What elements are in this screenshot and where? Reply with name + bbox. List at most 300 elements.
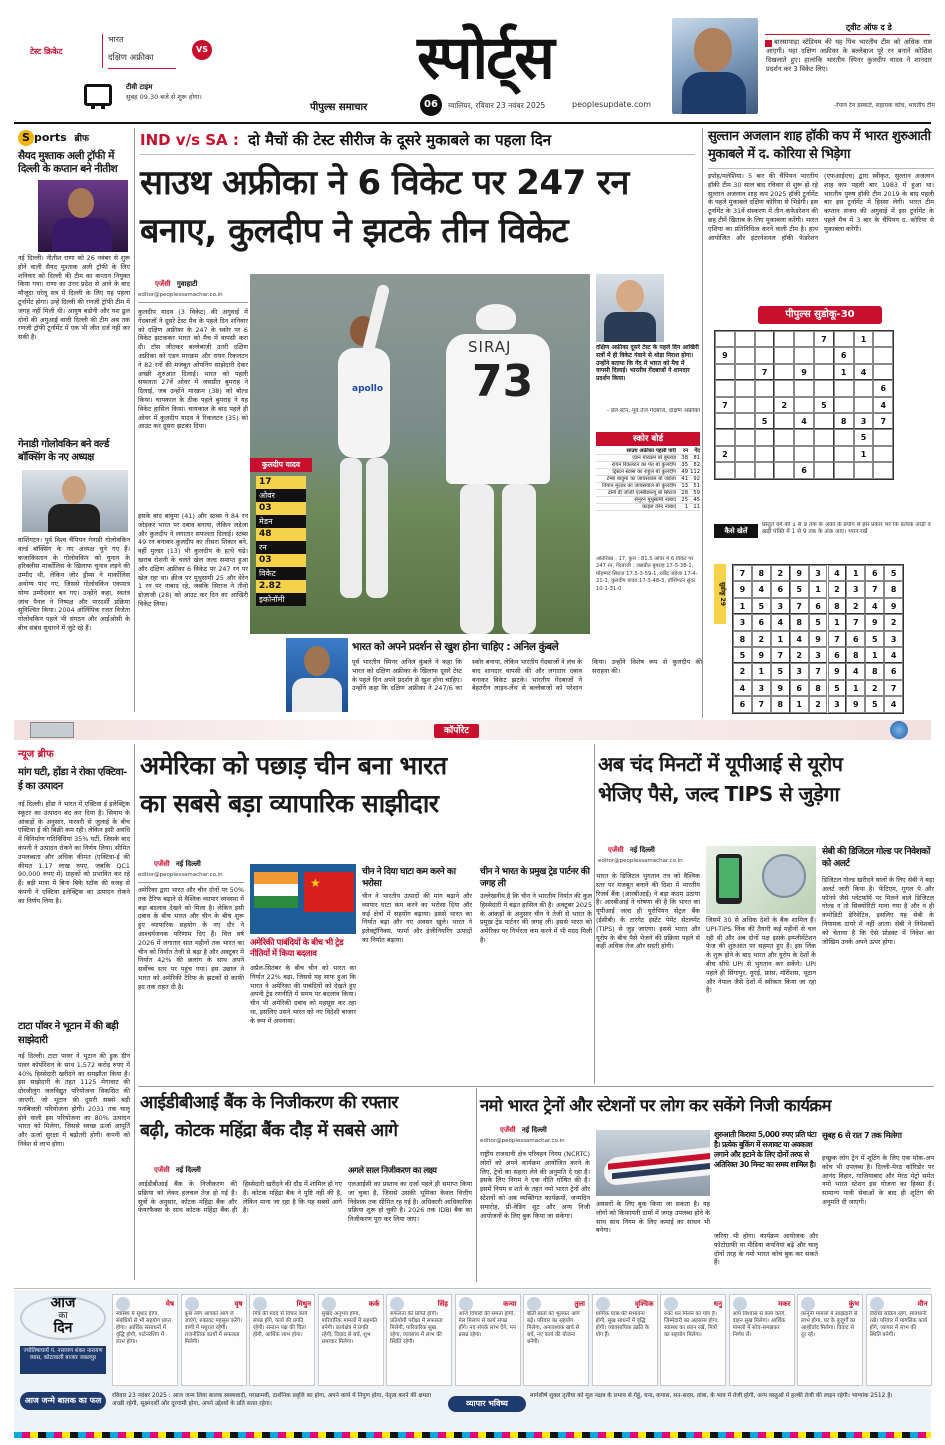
hockey-text: इपोह/मलेशिया। 5 बार की चैंपियन भारतीय हॉकी टीम 30 साल बाद रविवार से शुरू हो रहे सुल्तान अजलान शाह कप 2025 हॉकी टूर्नामेंट के पहले मुकाबले दक्षिण कोरिया से भिड़ेगी। इस टूर्नामेंट के 31वें संस्करण में तीन कंफेडरेशन की छह टीमें खिताब के लिए मुकाबला करेंगी। भारत एशिया का प्रतिनिधित्व करने वाली टीम है। हाथ आयोजित और इंटरनेशनल हॉकी फेडरेशन (एफआईएच) द्वारा स्वीकृत, सुल्तान अजलान शाह कप पहली बार 1983 में हुआ था। भारतीय पुरुष हॉकी टीम 2019 के बाद पहली बार इस टूर्नामेंट में हिस्सा लेगी। भारत टीम कप्तान संजय की अगुवाई में इस टूर्नामेंट के पहले मैच में 3 बार के चैंपियन द. कोरिया से मुकाबला करेगी। <box>708 172 934 242</box>
namo-body-2: अवसरों के लिए बुक किया जा सकता है। यह लोगों को किफायती दामों में जगह उपलब्ध होने के साथ साथ निगम के लिए कमाई का साधन भी बनेगा। <box>596 1200 710 1235</box>
zodiac-sign <box>660 1294 726 1386</box>
kumble-photo <box>286 638 348 712</box>
idbi-city: नई दिल्ली <box>175 1166 201 1174</box>
corporate-label: कॉर्पोरेट <box>434 724 479 738</box>
horoscope-title-3: दिन <box>53 1320 73 1336</box>
scoreboard-row: टोनी डी जोर्जी एलबीडब्ल्यू बो सिराज 28 59 <box>596 490 700 497</box>
sudoku-cell <box>794 429 814 445</box>
idbi-body-2: एलआईसी का प्रस्ताव का दर्जा पहले ही समाप्त किया जा चुका है, जिससे उसकी भूमिका केवल वित्तीय निवेशक तक सीमित रह गई है। अधिकारी आधिकारिक प्रक्रिया शुरू हो चुकी है। 2026 तक IDBI बैंक का निजीकरण पूरा कर लिया जाए। <box>348 1180 472 1224</box>
sebi-text: डिजिटल गोल्ड खरीदने वालों के लिए सेबी ने बड़ा अलर्ट जारी किया है। फेटिएम, गूगल पे और फोनपे जैसे प्लेटफॉर्म पर मिलने वाले डिजिटल गोल्ड न तो सिक्योरिटी माना गया है और न ही कमोडिटी डेरिवेटिव, इसलिए यह सेबी के नियामक दायरे में नहीं आता। सेबी ने निवेशकों को चेताया है कि ऐसे प्रोडक्ट में निवेश का जोखिम उनके अपने ऊपर होगा। <box>822 876 934 946</box>
answer-cell: 7 <box>865 581 884 597</box>
sudoku-cell <box>755 331 775 347</box>
horoscope-title-2: का <box>58 1311 68 1321</box>
zodiac-text: धार्मिक यात्रा की संभावना होगी, सुख साधनों में वृद्धि होगी। व्यावसायिक उन्नति के योग हैं। <box>595 1311 650 1338</box>
answer-cell: 2 <box>809 696 828 712</box>
answer-cell: 3 <box>809 647 828 663</box>
answer-cell: 1 <box>771 631 790 647</box>
sudoku-cell <box>774 347 794 363</box>
zodiac-name: कर्क <box>368 1300 380 1308</box>
answer-cell: 9 <box>752 647 771 663</box>
honda-headline: मांग घटी, होंडा ने रोका एक्टिवा-ई का उत्पादन <box>18 767 127 792</box>
upi-photo <box>706 846 816 914</box>
zodiac-sign <box>866 1294 932 1386</box>
idbi-headline-2: बढ़ी, कोटक महिंद्रा बैंक दौड़ में सबसे आगे <box>140 1121 398 1141</box>
tweet-label: ट्वीट ऑफ द डे <box>846 23 892 32</box>
sudoku-cell <box>873 331 893 347</box>
answer-cell: 8 <box>846 647 865 663</box>
answer-cell: 7 <box>790 598 809 614</box>
zodiac-sign <box>112 1294 178 1386</box>
sudoku-cell <box>755 347 775 363</box>
sudoku-cell <box>814 429 834 445</box>
answer-cell: 9 <box>865 614 884 630</box>
sudoku-cell: 1 <box>854 446 874 462</box>
namo-body-3: जरिया भी होगा। कार्यक्रम आयोजक और फोटोग्राफी या मीडिया कंपनियां बढ़े और चालू दोनों तरह के नमो भारत कोच बुक कर सकते हैं। <box>714 1232 818 1267</box>
sudoku-cell <box>854 347 874 363</box>
zodiac-text: कानूनी मामलों में साझेदारी से लाभ होगा, घर के बुजुर्गों का आशीर्वाद मिलेगा। विवाद से दूर रहें। <box>801 1311 858 1338</box>
hockey-headline: सुल्तान अजलान शाह हॉकी कप में भारत शुरुआती मुकाबले में द. कोरिया से भिड़ेगा <box>708 129 931 162</box>
china-body-2: अप्रैल-सितंबर के बीच चीन को भारत का निर्यात 22% बढ़ा, जिससे यह साफ हुआ कि भारत ने अमेरिका की पाबंदियों को देखते हुए अपनी ट्रेड रणनीति में समय पर बदलाव किया। चीन भी अमेरिकी दबाव को महसूस कर रहा था, इसलिए उसने भारत को नए विदेशी बाजार के रूप में अपनाया। <box>250 964 356 1025</box>
zodiac-symbol-icon <box>116 1297 130 1311</box>
answer-cell: 1 <box>752 663 771 679</box>
stat-maiden-label: मेडन <box>256 515 306 528</box>
answer-cell: 2 <box>752 631 771 647</box>
answer-cell: 1 <box>828 614 847 630</box>
zodiac-sign <box>797 1294 863 1386</box>
main-kicker: दो मैचों की टेस्ट सीरीज के दूसरे मुकाबले का पहला दिन <box>248 131 552 149</box>
business-label: व्यापार भविष्य <box>448 1396 526 1412</box>
answer-cell: 3 <box>828 696 847 712</box>
sudoku-cell <box>854 397 874 413</box>
zodiac-sign <box>592 1294 658 1386</box>
answer-cell: 6 <box>771 581 790 597</box>
sudoku-cell: 4 <box>873 397 893 413</box>
answer-cell: 7 <box>846 614 865 630</box>
zodiac-symbol-icon <box>253 1297 267 1311</box>
scoreboard-title: स्कोर बोर्ड <box>596 432 700 446</box>
zodiac-name: सिंह <box>437 1300 448 1308</box>
sudoku-cell <box>715 364 735 380</box>
tv-time-label: टीवी टाइम <box>126 83 153 91</box>
stat-economy: 2.82 <box>256 580 306 593</box>
how-to-play-text: प्रस्तुत वर्ग को 1 से 9 तक के अंकों के प्रयोग से इस प्रकार भरें कि प्रत्येक आड़ी व खड़ी पंक्ति में 1 से 9 तक के अंक आए। ध्यान रखें <box>762 522 931 536</box>
zodiac-text: सफलता की प्राप्ति होगी। प्रतियोगी परीक्षा में सफलता मिलेगी, पारिवारिक सुख रहेगा, व्यवसाय में लाभ की स्थिति रहेगी। <box>390 1311 443 1345</box>
zodiac-name: कुंभ <box>848 1300 859 1308</box>
stat-overs-label: ओवर <box>256 489 306 502</box>
namo-agency: एजेंसी <box>500 1126 516 1134</box>
answer-cell: 1 <box>790 696 809 712</box>
zodiac-text: सुखद अनुभव होगा, पारिवारिक मामलों में सहमति बनेगी। कार्यक्षेत्र में प्रगति रहेगी, विवाद से बचें, शुभ समाचार मिलेगा। <box>321 1311 378 1345</box>
stat-overs: 17 <box>256 476 306 489</box>
masthead-title: स्पोर्ट्स <box>417 23 553 93</box>
scoreboard <box>596 448 700 511</box>
scoreboard-col-runs: रन <box>682 448 688 454</box>
answer-cell: 8 <box>771 696 790 712</box>
answer-cell: 2 <box>790 647 809 663</box>
registration-bar <box>14 1432 931 1438</box>
answer-cell: 8 <box>865 663 884 679</box>
answer-cell: 1 <box>846 680 865 696</box>
vs-badge: VS <box>192 40 212 60</box>
sudoku-cell <box>715 331 735 347</box>
steyn-author: - डेल स्टेन, पूर्व तेज गेंदबाज, दक्षिण अफ्रीका <box>607 408 700 414</box>
main-agency: एजेंसी <box>155 280 171 288</box>
brief-headline-2: गेनाडी गोलोवकिन बने वर्ल्ड बॉक्सिंग के नए अध्यक्ष <box>18 439 109 463</box>
sudoku-cell <box>834 380 854 396</box>
sudoku-cell <box>774 446 794 462</box>
namo-time-head: सुबह 6 से रात 7 तक मिलेगा <box>822 1130 902 1140</box>
zodiac-text: रुका धन मिलने का योग है। जिम्मेदारी का अहसास होगा, स्वास्थ्य का ध्यान रखें, मित्रों का सहयोग मिलेगा। <box>664 1311 719 1338</box>
zodiac-symbol-icon <box>733 1297 747 1311</box>
namo-time-text: इच्छुक लोग ट्रेन में शूटिंग के लिए एक मॉक-अप कोच भी उपलब्ध है। दिल्ली-मेरठ कॉरिडोर पर आनंद विहार, गाजियाबाद और मेरठ मेट्रो समेत नमो भारत स्टेशन इस योजना का हिस्सा हैं। सामान्य यात्री सेवाओं के बाद ही शूटिंग की अनुमति दी जाएगी। <box>822 1154 934 1206</box>
sudoku-cell <box>794 347 814 363</box>
answer-cell: 8 <box>809 680 828 696</box>
stat-runs: 48 <box>256 528 306 541</box>
sports-brief-logo <box>18 130 89 146</box>
scoreboard-row: वियान मुल्डर का जायसवाल बो कुलदीप 13 51 <box>596 483 700 490</box>
scoreboard-row: रायन रिकलटन का पंत बो कुलदीप 35 82 <box>596 462 700 469</box>
born-text: रविवार 23 नवंबर 2025 : आज जन्म लिया बालक स्वस्थवादी, पराक्रमवी, दार्शनिक प्रवृत्ति का होगा, अपने कार्य में निपुण होगा, नेतृत्व करने की क्षमता अच्छी रहेगी, सूक्ष्मदर्शी और दूरगामी होगा, अपने उद्देश्यों के प्रति सतत रहेगा। <box>112 1393 431 1407</box>
brief-headline-1: सैयद मुश्ताक अली ट्रॉफी में दिल्ली के कप्तान बने नीतीश <box>18 150 118 175</box>
kuldeep-figure <box>310 314 410 604</box>
zodiac-name: मेष <box>165 1300 174 1308</box>
zodiac-name: वृश्चिक <box>634 1300 654 1308</box>
zodiac-symbol-icon <box>664 1297 678 1311</box>
zodiac-symbol-icon <box>527 1297 541 1311</box>
answer-cell: 5 <box>790 581 809 597</box>
answer-cell: 7 <box>752 696 771 712</box>
china-headline-1: अमेरिका को पछाड़ चीन बना भारत <box>140 751 447 780</box>
bse-icon <box>30 722 74 738</box>
sudoku-cell <box>755 462 775 478</box>
flags-photo: ★ <box>250 864 356 934</box>
answer-cell: 1 <box>733 598 752 614</box>
answer-cell: 7 <box>771 647 790 663</box>
jersey-name: SIRAJ <box>468 338 512 356</box>
answer-cell: 9 <box>790 565 809 581</box>
date-line: ग्वालियर, रविवार 23 नवंबर 2025 <box>448 101 546 110</box>
kuldeep-stats <box>256 476 306 606</box>
sudoku-cell <box>814 446 834 462</box>
zodiac-name: वृष <box>234 1300 243 1308</box>
sudoku-grid <box>714 330 894 480</box>
tv-time: सुबह 09.30 बजे से शुरू होगा। <box>126 93 202 101</box>
sudoku-cell <box>794 380 814 396</box>
idbi-sub: अगले साल निजीकरण का लक्ष्य <box>348 1166 437 1176</box>
scoreboard-extras: अतिरिक्त : 17, कुल : 81.5 ओवर में 6 विकेट पर 247 रन, गेंदबाजी : जसप्रीत बुमराह 17-5-38-1, मोहम्मद सिराज 17.5-3-59-1, रवींद्र जडेजा 17-4-21-1, कुलदीप यादव 17-3-48-3, वॉशिंगटन सुंदर 10-1-31-0 <box>596 556 698 592</box>
sudoku-cell <box>814 347 834 363</box>
astrologer: ज्योतिषाचार्य पं. नारायण शंकर नारायण व्यास, कोटावाली बाजार जबलपुर <box>20 1346 106 1374</box>
sudoku-cell <box>794 331 814 347</box>
sudoku-cell <box>814 462 834 478</box>
main-tag: IND v/s SA : <box>140 131 239 149</box>
page-number: 06 <box>420 94 442 116</box>
namo-headline: नमो भारत ट्रेनों और स्टेशनों पर लोग कर सकेंगे निजी कार्यक्रम <box>480 1096 831 1115</box>
china-sub-2: चीन ने दिया घाटा कम करने का भरोसा <box>362 867 456 889</box>
brief-text-2: वाशिंगटन। पूर्व विश्व चैंपियन गेनाडी गोलोवकिन वर्ल्ड बॉक्सिंग के नए अध्यक्ष चुने गए हैं। कजाकिस्तान के गोलोवकिन को यूनान के हरिक्लीस मार्कोलिस के खिलाफ चुनाव लड़ने की उम्मीद थी, लेकिन जोर ड्रीम्स ने मार्कोलिस अयोग्य पाए गए, जिससे गोलोवकिन एकमात्र योग्य उम्मीदवार बन गए। उन्होंने कहा, स्वतंत्र जांच पैनल ने निष्पक्ष और पारदर्शी प्रक्रिया सुनिश्चित किया। 2004 ओलिंपिक रजत विजेता गोलोवकिन पहले भी संगठन और आईओसी के बीच संबंध सुधारने में जुटे रहे हैं। <box>18 536 130 632</box>
zodiac-text: विरोधी सक्रिय रहेंगे, सावधानी रखें। परिवार में मांगलिक कार्य होंगे, व्यापार में लाभ की स्थिति बनेगी। <box>869 1311 928 1338</box>
sudoku-answer-grid <box>732 564 904 714</box>
sudoku-cell <box>715 380 735 396</box>
zodiac-text: मित्र की मदद से विचार कार्य संपन्न होंगे, कार्य की प्रगति रहेगी। सन्तान पक्ष की चिंता होगी, आर्थिक लाभ होगा। <box>253 1311 308 1338</box>
sudoku-cell: 7 <box>873 413 893 429</box>
answer-cell: 4 <box>828 565 847 581</box>
main-byline <box>155 280 197 289</box>
answer-cell: 6 <box>865 565 884 581</box>
namo-byline <box>500 1126 547 1135</box>
answer-cell: 9 <box>809 631 828 647</box>
upi-city: नई दिल्ली <box>629 846 655 854</box>
answer-cell: 3 <box>809 565 828 581</box>
tweet-author: -रेयान टेन डस्काटे, सहायक कोच, भारतीय टीम <box>833 102 935 109</box>
sudoku-cell: 1 <box>834 364 854 380</box>
china-city: नई दिल्ली <box>175 860 201 868</box>
zodiac-name: मकर <box>778 1300 791 1308</box>
news-brief-label: न्यूज ब्रीफ <box>18 749 54 760</box>
sudoku-cell <box>715 413 735 429</box>
main-headline-2: बनाए, कुलदीप ने झटके तीन विकेट <box>140 211 569 251</box>
idbi-headline-1: आईडीबीआई बैंक के निजीकरण की रफ्तार <box>140 1093 398 1113</box>
sudoku-cell <box>735 429 755 445</box>
born-label: आज जन्मे बालक का फल <box>20 1392 106 1410</box>
top-left-match <box>14 28 214 118</box>
sudoku-title: पीपुल्स सुडोकू-30 <box>758 306 882 324</box>
sudoku-cell <box>735 397 755 413</box>
kumble-text: पूर्व भारतीय स्पिनर अनिल कुंबले ने कहा कि भारत को दक्षिण अफ्रीका के खिलाफ दूसरे टेस्ट के पहले दिन अपने प्रदर्शन से खुश होना चाहिए। उन्होंने कहा कि दक्षिण अफ्रीका ने 247/6 का स्कोर बनाया, लेकिन भारतीय गेंदबाजों ने लंच के बाद शानदार वापसी की और लगातार दबाव बनाकर विकेट झटके। भारतीय गेंदबाजों ने बेहतरीन लाइन-लेंथ से बल्लेबाजों को परेशान किया। उन्होंने विशेष रूप से कुलदीप की सराहना की। <box>352 658 702 693</box>
answer-cell: 8 <box>733 631 752 647</box>
zodiac-text: बीती बातों को भूलकर आगे बढ़ें। परिवार का सहयोग मिलेगा, अनावश्यक खर्च से बचें, नए कार्य की योजना बनेगी। <box>527 1311 580 1345</box>
stat-maiden: 03 <box>256 502 306 515</box>
sudoku-cell <box>873 429 893 445</box>
zodiac-sign <box>249 1294 315 1386</box>
zodiac-sign <box>729 1294 795 1386</box>
zodiac-sign <box>318 1294 384 1386</box>
zodiac-text: आप विश्वास से काम करेंगे, वाहन सुख मिलेगा। आर्थिक मामलों में सोच-समझकर निर्णय लें। <box>732 1311 787 1338</box>
sudoku-cell: 7 <box>755 364 775 380</box>
answer-cell: 7 <box>809 663 828 679</box>
sudoku-cell <box>834 462 854 478</box>
steyn-quote: दक्षिण अफ्रीका दूसरे टेस्ट के पहले दिन आखिरी सत्रों में ही विकेट गंवाने से थोड़ा निराश होगा। उन्होंने बताया कि गेंद में भारत को मैच में वापसी दिलाई। भारतीय गेंदबाजों ने शानदार प्रदर्शन किया। <box>596 344 699 383</box>
upi-byline <box>608 846 655 855</box>
sudoku-cell: 3 <box>854 413 874 429</box>
sudoku-cell <box>873 446 893 462</box>
sudoku-cell <box>735 380 755 396</box>
zodiac-sign <box>181 1294 247 1386</box>
answer-cell: 4 <box>752 581 771 597</box>
team-india: भारत <box>108 35 124 44</box>
sudoku-cell: 1 <box>854 331 874 347</box>
main-city: गुवाहाटी <box>176 280 198 288</box>
zodiac-symbol-icon <box>390 1297 404 1311</box>
zodiac-name: तुला <box>574 1300 585 1308</box>
answer-cell: 3 <box>733 614 752 630</box>
answer-cell: 1 <box>865 647 884 663</box>
answer-cell: 2 <box>865 680 884 696</box>
tv-icon <box>84 84 112 106</box>
stat-wickets-label: विकेट <box>256 567 306 580</box>
sudoku-cell <box>834 429 854 445</box>
sudoku-cell <box>834 331 854 347</box>
zodiac-symbol-icon <box>801 1297 815 1311</box>
stat-wickets: 03 <box>256 554 306 567</box>
answer-cell: 4 <box>846 663 865 679</box>
answer-cell: 6 <box>884 663 903 679</box>
sudoku-cell <box>735 413 755 429</box>
sudoku-cell <box>854 380 874 396</box>
sudoku-cell <box>814 364 834 380</box>
main-body-2: इसके बाद बावुमा (41) और स्टब्स ने 84 रन जोड़कर भारत पर दबाव बनाया, लेकिन जडेजा और कुलदीप ने लगातार सफलता दिलाई। स्टब्स 49 रन बनाकर कुलदीप का तीसरा शिकार बने, वहीं मुल्डर (13) भी कुलदीप के हत्थे चढ़े। खराब रोशनी के चलते खेल जल्द समाप्त हुआ और दक्षिण अफ्रीका 6 विकेट पर 247 रन पर खेल रहा था। क्रीज पर मुथुसामी 25 और वेरेन 1 रन पर नाबाद रहे, जबकि सिराज ने तीनो डोजाजी (28) को आउट कर दिन का आखिरी विकेट लिया। <box>138 512 248 608</box>
honda-text: नई दिल्ली। होंडा ने भारत में एक्टिवा ई इलेक्ट्रिक स्कूटर का उत्पादन बंद कर दिया है। सियाम के आंकड़ों के अनुसार, फरवरी से जुलाई के बीच एक्टिवा ई की बिक्री कम रही। लेकिन इसी अवधि में विनिर्माण गतिविधियां 35% घटीं, जिसके बाद कंपनी ने उत्पादन रोकने का निर्णय लिया। सीमित उपलब्धता और अधिक कीमत (एक्टिवा-ई की कीमत 1.17 लाख रुपए, जबकि QC1 90,000 रुपए में) ग्राहकों को प्रभावित कर रहे हैं। बड़ी मात्रा में बिना बिके स्टॉक की वजह से कंपनी ने एक्टिवा इलेक्ट्रिक का उत्पादन रोकने का निर्णय लिया है। <box>18 800 130 905</box>
scoreboard-row: काइल वेरेन नाबाद 1 11 <box>596 504 700 511</box>
zodiac-symbol-icon <box>596 1297 610 1311</box>
china-body-4: उल्लेखनीय है कि चीन ने भारतीय निर्यात की कुल हिस्सेदारी में बढ़त हासिल की है। अक्टूबर 2025 के आंकड़ों के अनुसार चीन ने तेजी से भारत के प्रमुख ट्रेड पार्टनर की जगह ली। इससे भारत को अमेरिका पर निर्भरता कम करने में भी मदद मिली है। <box>480 892 592 944</box>
answer-cell: 8 <box>752 565 771 581</box>
sudoku-cell: 6 <box>873 380 893 396</box>
main-email: editor@peoplessamachar.co.in <box>138 292 223 298</box>
answer-cell: 9 <box>884 598 903 614</box>
sudoku-cell: 9 <box>794 364 814 380</box>
main-body-1: कुलदीप यादव (3 विकेट) की अगुवाई में गेंदबाजों ने दूसरे टेस्ट मैच के पहले दिन शनिवार को दक्षिण अफ्रीका के 247 के स्कोर पर 6 विकेट झटककर भारत को मैच में वापसी करा दी। टॉस जीतकर बल्लेबाजी उतरी दक्षिण अफ्रीका को एडन मारक्रम और रायन रिकलटन ने 82 रनों की मजबूत ओपनिंग साझेदारी देकर अच्छी शुरुआत दिलाई। भारत को पहली सफलता 27वें ओवर में जसप्रीत बुमराह ने दिलाई, जब उन्होंने मारक्रम (38) को बोल्ड किया। चायकाल के ठीक पहले बुमराह ने यह विकेट हासिल किया। चायकाल के बाद पहले ही ओवर में कुलदीप यादव ने रिकलटन (35) को आउट कर दूसरा झटका दिया। <box>138 308 248 431</box>
sudoku-cell <box>873 347 893 363</box>
sudoku-cell <box>774 380 794 396</box>
sudoku-cell <box>774 364 794 380</box>
answer-cell: 1 <box>809 581 828 597</box>
answer-cell: 3 <box>790 663 809 679</box>
sudoku-cell <box>735 364 755 380</box>
scoreboard-row: टेम्बा बावुमा का जायसवाल बो जडेजा 41 92 <box>596 476 700 483</box>
business-text: मार्गशीर्ष शुक्ल तृतीया को मूल नक्षत्र के प्रभाव से गेहूं, चना, कपास, सन-सरस, तांबा, के भाव में तेजी होगी, अन्य वस्तुओं में हल्की तेजी की लाइन रहेगी। भाग्यांक 2512 है। <box>530 1393 893 1399</box>
tata-headline: टाटा पॉवर ने भूटान में की बड़ी साझेदारी <box>18 1021 119 1046</box>
sudoku-cell <box>834 397 854 413</box>
golovkin-photo <box>22 470 128 532</box>
sports-s: S <box>18 130 34 146</box>
answer-cell: 3 <box>752 680 771 696</box>
china-email: editor@peoplessamachar.co.in <box>138 872 223 878</box>
dhoni-photo <box>672 18 758 114</box>
tweet-text: बारसापाड़ा स्टेडियम की यह पिच भारतीय टीम को अधिक रास आएगी। यहां दक्षिण अफ्रीका के बल्लेबाज पूरे रन बनाने कोशिश दिखलाते हुए। हालांकि भारतीय स्पिनर कुलदीप यादव ने शानदार प्रदर्शन कर 3 विकेट लिए। <box>766 38 932 73</box>
sudoku-cell <box>873 364 893 380</box>
answer-cell: 6 <box>752 614 771 630</box>
answer-cell: 8 <box>828 598 847 614</box>
sudoku-cell: 5 <box>814 397 834 413</box>
sudoku-cell: 2 <box>715 446 735 462</box>
sebi-headline: सेबी की डिजिटल गोल्ड पर निवेशकों को अलर्ट <box>822 847 930 869</box>
china-byline <box>154 860 201 869</box>
answer-cell: 2 <box>771 565 790 581</box>
sudoku-cell <box>774 462 794 478</box>
answer-cell: 4 <box>884 647 903 663</box>
zodiac-name: मीन <box>917 1300 928 1308</box>
main-headline-1: साउथ अफ्रीका ने 6 विकेट पर 247 रन <box>140 163 629 203</box>
answer-cell: 2 <box>828 581 847 597</box>
scoreboard-team: साउथ अफ्रीका पहली पारी <box>626 448 676 454</box>
globe-icon <box>890 721 908 739</box>
answer-cell: 7 <box>828 631 847 647</box>
answer-cell: 6 <box>790 680 809 696</box>
answer-cell: 2 <box>846 598 865 614</box>
zodiac-sign <box>455 1294 521 1386</box>
kuldeep-name-bar: कुलदीप यादव <box>250 458 312 472</box>
answer-cell: 5 <box>828 680 847 696</box>
upi-headline-2: भेजिए पैसे, जल्द TIPS से जुड़ेगा <box>598 782 840 806</box>
answer-cell: 8 <box>884 581 903 597</box>
nitish-photo <box>38 180 128 252</box>
answer-label: सुडोकू 29 <box>714 564 726 624</box>
upi-body-2: जिसमें 30 से अधिक देशों के बैंक शामिल हैं। UPI-TIPS लिंक की तैयारी कई महीनों से चल रही थी और अब दोनों पक्ष इसके इम्प्लीमेंटेशन फेज की शुरुआत पर सहमत हुए हैं। इस लिंक के शुरू होने के बाद भारत और यूरोप के देशों के बीच सीधे UPI से भुगतान कर सकेंगे। UPI पहले ही सिंगापुर, यूएई, फ्रांस, मॉरीशस, भूटान और नेपाल जैसे देशों में स्वीकार किया जा रहा है। <box>706 916 816 995</box>
idbi-body: आईडीबीआई बैंक के निजीकरण की प्रक्रिया को लेकर हलचल तेज हो गई है। सूत्रों के अनुसार, कोटक महिंद्रा बैंक और फेयरफैक्स के साथ कोटक महिंद्रा बैंक ही हिस्सेदारी खरीदने की दौड़ में शामिल हो गए हैं। कोटक महिंद्रा बैंक ने पुष्टि नहीं की है, लेकिन माना जा रहा है कि यह सबसे आगे है। <box>138 1180 342 1215</box>
answer-cell: 4 <box>733 680 752 696</box>
china-body: अमेरिका द्वारा भारत और चीन दोनों पर 50% तक टैरिफ बढ़ाने से वैश्विक व्यापार व्यवस्था में बड़ा बदलाव देखने को मिला है। लेकिन इसी दबाव के बीच भारत और चीन के बीच शुरू हुए व्यापारिक सहयोग के नए दौर ने आश्चर्यजनक परिणाम दिए हैं। वित्त वर्ष 2026 में लगातार सात महीनों तक भारत का चीन को निर्यात तेजी से बढ़ा है और अक्टूबर में निर्यात 42% की छलांग के साथ अपने सर्वोच्च स्तर पर पहुंच गया। इस उछाल ने भारत को अमेरिकी टैरिफ के झटकों से काफी हद तक राहत दी है। <box>138 886 244 991</box>
namo-fare: शुरुआती किराया 5,000 रुपए प्रति घंटा है। प्रत्येक बुकिंग में सजावट या अवकाश लगाने और हटाने के लिए दोनों तरफ से अतिरिक्त 30 मिनट का समय शामिल है। <box>714 1130 817 1169</box>
zodiac-name: धनु <box>713 1300 722 1308</box>
answer-cell: 4 <box>771 614 790 630</box>
answer-cell: 3 <box>884 631 903 647</box>
china-sub-1: अमेरिकी पाबंदियों के बीच भी ट्रेड नीतियों में किया बदलाव <box>250 938 344 959</box>
answer-cell: 5 <box>865 696 884 712</box>
steyn-photo <box>596 274 664 342</box>
answer-cell: 6 <box>828 647 847 663</box>
sudoku-cell: 5 <box>755 413 775 429</box>
zodiac-text: आज विचारों की समता होगी, मेल मिलाप से कार्य संपन्न होंगे। नए संपर्क लाभ देंगे, मन प्रसन्न रहेगा। <box>458 1311 516 1338</box>
zodiac-text: स्वास्थ्य में सुधार होगा, संबंधियों से भी सहयोग प्राप्त होगा। आर्थिक संसाधनों में वृद्धि होगी, पार्टनरशिप में लाभ होगा। <box>116 1311 171 1345</box>
answer-cell: 2 <box>884 614 903 630</box>
zodiac-sign <box>523 1294 589 1386</box>
answer-cell: 5 <box>752 598 771 614</box>
china-body-3: चीन ने भारतीय उत्पादों की मांग बढ़ाने और व्यापार घाटा कम करने का भरोसा दिया और कई क्षेत्रों में सहयोग बढ़ाया। इससे भारत का निर्यात बढ़ा और नए अवसर खुले। भारत ने इलेक्ट्रॉनिक्स, फार्मा और इंजीनियरिंग उत्पादों का निर्यात बढ़ाया। <box>362 892 472 944</box>
tata-text: नई दिल्ली। टाटा पावर ने भूटान की ड्रुक ग्रीन पावर कॉर्पोरेशन के साथ 1,572 करोड़ रुपए में 40% हिस्सेदारी खरीदने का समझौता किया है। इस साझेदारी के तहत 1125 मेगावाट की दोरजीलुंग जलविद्युत परियोजना विकसित की जाएगी, जो भूटान की दूसरी सबसे बड़ी पनबिजली परियोजना होगी। 2031 तक चालू होने वाली इस परियोजना का 80% उत्पादन भारत को मिलेगा, जिससे स्वच्छ ऊर्जा आपूर्ति और ऊर्जा सुरक्षा में बढ़ोतरी होगी। कंपनी को निवेश से लाभ होगा। <box>18 1052 130 1148</box>
zodiac-symbol-icon <box>185 1297 199 1311</box>
team-sa: दक्षिण अफ्रीका <box>108 53 154 63</box>
train-photo <box>596 1130 710 1196</box>
sudoku-cell: 6 <box>794 462 814 478</box>
zodiac-symbol-icon <box>870 1297 884 1311</box>
paper-name: पीपुल्स समाचार <box>310 102 368 113</box>
answer-cell: 9 <box>828 663 847 679</box>
zodiac-text: कुछ लोग आपको आगे ले जाएंगे, रुकावट महसूस करेंगे। वाणी में मधुरता रहेगी। राजनीतिक कार्यों में सफलता मिलेगी। <box>184 1311 243 1345</box>
namo-email: editor@peoplessamachar.co.in <box>480 1138 565 1144</box>
sudoku-cell <box>794 446 814 462</box>
sudoku-cell <box>755 397 775 413</box>
zodiac-name: कन्या <box>503 1300 517 1308</box>
sudoku-cell: 4 <box>794 413 814 429</box>
answer-cell: 4 <box>790 631 809 647</box>
brief-label: ब्रीफ <box>74 134 89 144</box>
answer-cell: 2 <box>733 663 752 679</box>
answer-cell: 6 <box>809 598 828 614</box>
answer-cell: 7 <box>733 565 752 581</box>
scoreboard-row: एडन मारक्रम बो बुमराह 38 81 <box>596 455 700 462</box>
answer-cell: 5 <box>733 647 752 663</box>
namo-body: राष्ट्रीय राजधानी क्षेत्र परिवहन निगम (NCRTC) लोगों को अपने कार्यक्रम आयोजित करने के लिए, ट्रेनों का सहारा लेने की अनुमति दे रहा है। इसके लिए निगम ने एक नीति घोषित की है। इसमें नियम व शर्त के तहत नमो भारत ट्रेनों और स्टेशनों को अब व्यक्तिगत कार्यक्रमों, जन्मदिन समारोह, प्री-वेडिंग शूट और अन्य निजी आयोजनों के लिए बुक किया जा सकेगा। <box>480 1150 590 1220</box>
sudoku-cell <box>735 347 755 363</box>
sudoku-cell <box>755 446 775 462</box>
answer-cell: 4 <box>865 598 884 614</box>
answer-cell: 3 <box>846 581 865 597</box>
sudoku-cell <box>774 413 794 429</box>
sudoku-cell: 5 <box>854 429 874 445</box>
sudoku-cell <box>774 331 794 347</box>
zodiac-symbol-icon <box>322 1297 336 1311</box>
stat-economy-label: इकोनॉमी <box>256 593 306 606</box>
kumble-headline: भारत को अपने प्रदर्शन से खुश होना चाहिए : अनिल कुंबले <box>352 641 559 653</box>
idbi-byline <box>154 1166 201 1175</box>
zodiac-symbol-icon <box>459 1297 473 1311</box>
sudoku-cell: 4 <box>854 364 874 380</box>
china-headline-2: का सबसे बड़ा व्यापारिक साझीदार <box>140 789 439 818</box>
upi-headline-1: अब चंद मिनटों में यूपीआई से यूरोप <box>598 752 843 776</box>
horoscope-title-1: आज <box>50 1295 76 1311</box>
answer-cell: 4 <box>884 696 903 712</box>
